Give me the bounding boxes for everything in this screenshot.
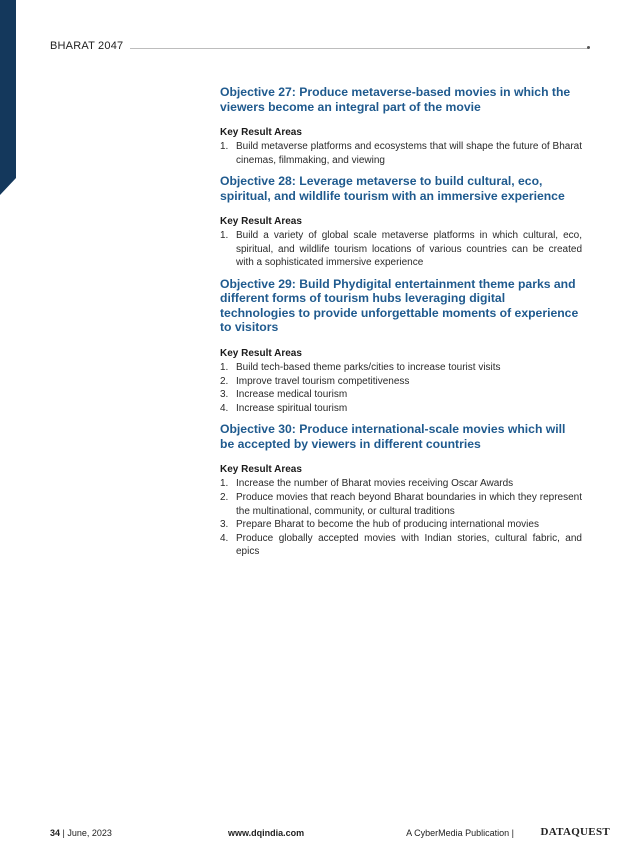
objective-title: Objective 30: Produce international-scale movies which will be accepted by viewers in different countries bbox=[220, 422, 566, 451]
header-rule bbox=[130, 48, 588, 49]
list-item: 2. Improve travel tourism competitiveness bbox=[220, 375, 410, 387]
page-footer bbox=[50, 827, 610, 841]
main-content bbox=[220, 85, 582, 566]
objective-title: Objective 28: Leverage metaverse to build cultural, eco, spiritual, and wildlife tourism with an immersive experience bbox=[220, 174, 565, 203]
side-accent-bar bbox=[0, 0, 16, 195]
list-item: 1. Build metaverse platforms and ecosystems that will shape the future of Bharat cinemas, filmmaking, and viewing bbox=[220, 141, 582, 166]
list-item: 1. Build a variety of global scale metaverse platforms in which cultural, eco, spiritual, and wildlife tourism locations of various countries can be created with a sophisticated immersive experience bbox=[220, 230, 582, 269]
page-number: 34 bbox=[50, 828, 61, 838]
key-result-list bbox=[220, 477, 582, 559]
objective-28 bbox=[220, 174, 582, 270]
running-header bbox=[50, 39, 590, 53]
list-item: 2. Produce movies that reach beyond Bharat boundaries in which they represent the multinational, community, or cultural traditions bbox=[220, 491, 582, 517]
list-item: 1. Build tech-based theme parks/cities to increase tourist visits bbox=[220, 361, 501, 373]
objective-29 bbox=[220, 277, 582, 415]
key-result-areas-heading: Key Result Areas bbox=[220, 127, 302, 138]
list-item: 1. Increase the number of Bharat movies receiving Oscar Awards bbox=[220, 478, 514, 490]
key-result-list bbox=[220, 229, 582, 270]
objective-27 bbox=[220, 85, 582, 167]
footer-date: | June, 2023 bbox=[62, 828, 112, 838]
key-result-areas-heading: Key Result Areas bbox=[220, 464, 302, 476]
list-item: 3. Increase medical tourism bbox=[220, 389, 348, 401]
header-dot bbox=[587, 46, 590, 49]
running-header-title: BHARAT 2047 bbox=[50, 40, 124, 52]
key-result-areas-heading: Key Result Areas bbox=[220, 347, 302, 359]
footer-page bbox=[50, 827, 112, 839]
objective-title: Objective 27: Produce metaverse-based movies in which the viewers become an integral part of the movie bbox=[220, 85, 571, 114]
footer-publication: A CyberMedia Publication | bbox=[406, 828, 514, 838]
dataquest-logo: DATAQUEST bbox=[540, 826, 610, 838]
objective-title: Objective 29: Build Phydigital entertainment theme parks and different forms of tourism hubs leveraging digital technologies to provide unforgettable moments of experience to visitors bbox=[220, 276, 579, 335]
list-item: 3. Prepare Bharat to become the hub of producing international movies bbox=[220, 519, 539, 531]
key-result-areas-heading: Key Result Areas bbox=[220, 216, 302, 228]
footer-url: www.dqindia.com bbox=[228, 828, 305, 838]
key-result-list bbox=[220, 140, 582, 167]
list-item: 4. Increase spiritual tourism bbox=[220, 402, 348, 414]
key-result-list bbox=[220, 361, 582, 415]
objective-30 bbox=[220, 422, 582, 559]
list-item: 4. Produce globally accepted movies with Indian stories, cultural fabric, and epics bbox=[220, 532, 582, 558]
